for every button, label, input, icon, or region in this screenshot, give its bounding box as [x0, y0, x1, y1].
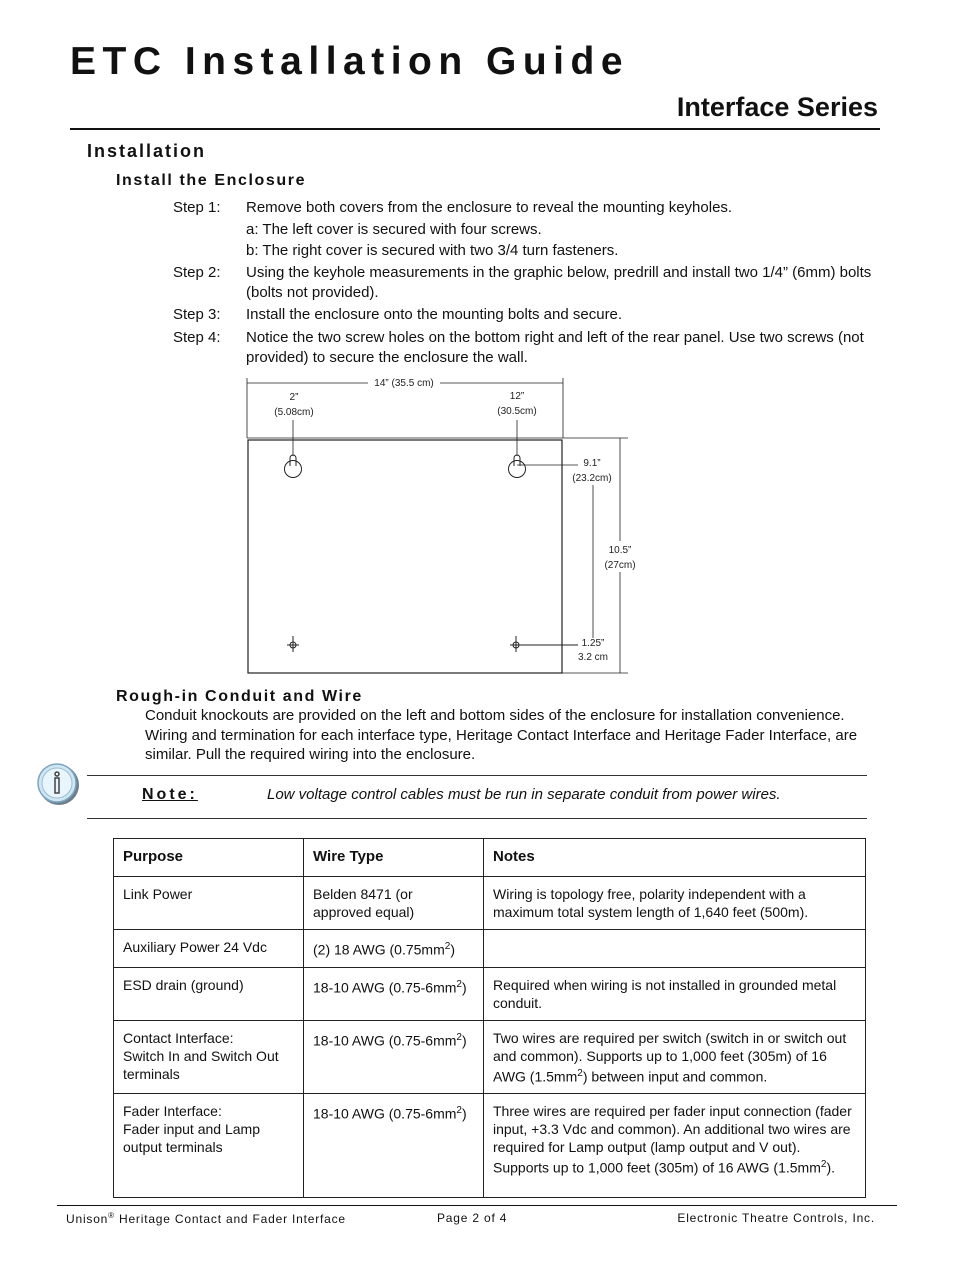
footer-divider — [57, 1205, 897, 1206]
wire-type-close: ) — [461, 979, 467, 996]
table-row — [114, 930, 866, 968]
wire-type-close: ) — [450, 941, 455, 958]
wire-type-cell — [304, 1020, 484, 1094]
superscript: 2 — [444, 941, 451, 952]
wire-spec-table — [113, 838, 866, 1198]
note-label: Note: — [142, 786, 198, 803]
bottom-offset-label: 1.25” — [581, 638, 605, 649]
right-keyhole — [509, 455, 526, 478]
table-header-row — [114, 839, 866, 877]
header-notes: Notes — [484, 839, 866, 877]
left-keyhole — [285, 455, 302, 478]
step-2-label: Step 2: — [173, 264, 221, 281]
notes-cell: Wiring is topology free, polarity independent with a maximum total system length of 1,640 feet (500m). — [484, 877, 866, 930]
step-4-text: Notice the two screw holes on the bottom right and left of the rear panel. Use two screws (not provided) to secure the enclosure the wall. — [246, 329, 864, 366]
conduit-heading: Rough-in Conduit and Wire — [116, 688, 363, 705]
document-title: ETC Installation Guide — [70, 40, 630, 83]
notes-cell: Required when wiring is not installed in grounded metal conduit. — [484, 967, 866, 1020]
purpose-line-1: Fader Interface: — [123, 1103, 222, 1120]
keyhole-height-cm-label: (23.2cm) — [572, 473, 612, 484]
superscript: 2 — [577, 1067, 583, 1079]
wire-type-close: ) — [461, 1105, 467, 1122]
substep-a: a: The left cover is secured with four screws. — [246, 221, 542, 238]
step-1-text: Remove both covers from the enclosure to reveal the mounting keyholes. — [246, 199, 733, 216]
purpose-cell: Auxiliary Power 24 Vdc — [114, 930, 304, 968]
step-3-text: Install the enclosure onto the mounting bolts and secure. — [246, 306, 623, 323]
wire-type-cell — [304, 1094, 484, 1198]
notes-text: Two wires are required per switch (switch in or switch out and common). Supports up to 1,000 feet (305m) of 16 AWG (1.5mm — [493, 1029, 847, 1085]
step-3-label: Step 3: — [173, 306, 221, 323]
wire-type-cell — [304, 930, 484, 968]
header-wire-type: Wire Type — [304, 839, 484, 877]
footer-product — [66, 1211, 346, 1226]
wire-type-text: 18-10 AWG (0.75-6mm — [313, 1105, 457, 1122]
purpose-cell — [114, 1020, 304, 1094]
wire-type-text: (2) 18 AWG (0.75mm — [313, 941, 445, 958]
step-1-label: Step 1: — [173, 199, 221, 216]
width-label: 14” (35.5 cm) — [374, 378, 434, 389]
notes-cell — [484, 1094, 866, 1198]
purpose-line-2: Switch In and Switch Out terminals — [123, 1047, 279, 1082]
table-row — [114, 1020, 866, 1094]
wire-type-text: 18-10 AWG (0.75-6mm — [313, 979, 457, 996]
note-divider-top — [87, 775, 867, 776]
right-screw-hole — [510, 636, 578, 652]
wire-type-text: 18-10 AWG (0.75-6mm — [313, 1032, 457, 1049]
superscript: 2 — [456, 1105, 462, 1117]
substep-b: b: The right cover is secured with two 3/4 turn fasteners. — [246, 242, 619, 259]
table-row — [114, 1094, 866, 1198]
total-height-label: 10.5” — [608, 545, 632, 556]
conduit-text: Conduit knockouts are provided on the left and bottom sides of the enclosure for installation convenience. Wiring and termination for each interface type, Heritage Contact Interface and Heritage Fader Interface, are similar. Pull the required wiring into the enclosure. — [145, 707, 858, 763]
purpose-cell: Link Power — [114, 877, 304, 930]
superscript: 2 — [456, 1031, 462, 1043]
notes-text-end: ) between input and common. — [582, 1068, 768, 1085]
right-offset-cm-label: (30.5cm) — [497, 406, 537, 417]
notes-text-end: ). — [826, 1159, 835, 1176]
total-height-cm-label: (27cm) — [604, 560, 636, 571]
header-purpose: Purpose — [114, 839, 304, 877]
right-offset-label: 12” — [509, 391, 525, 402]
keyhole-height-label: 9.1” — [583, 458, 601, 469]
footer-product-name: Unison — [66, 1212, 109, 1226]
step-4-label: Step 4: — [173, 329, 221, 346]
enclosure-outline — [248, 440, 562, 673]
note-text: Low voltage control cables must be run in separate conduit from power wires. — [267, 786, 781, 803]
registered-mark: ® — [108, 1211, 115, 1220]
table-row — [114, 967, 866, 1020]
enclosure-heading: Install the Enclosure — [116, 172, 307, 189]
footer-page-number: Page 2 of 4 — [437, 1211, 508, 1225]
left-offset-label: 2” — [289, 392, 299, 403]
left-offset-cm-label: (5.08cm) — [274, 407, 314, 418]
notes-cell — [484, 930, 866, 968]
footer-company: Electronic Theatre Controls, Inc. — [677, 1211, 875, 1225]
note-divider-bottom — [87, 818, 867, 819]
superscript: 2 — [456, 978, 462, 990]
wire-type-cell: Belden 8471 (or approved equal) — [304, 877, 484, 930]
bottom-offset-cm-label: 3.2 cm — [577, 652, 609, 663]
enclosure-mounting-diagram — [240, 372, 640, 682]
notes-cell — [484, 1020, 866, 1094]
purpose-line-2: Fader input and Lamp output terminals — [123, 1121, 260, 1156]
wire-type-close: ) — [461, 1032, 467, 1049]
title-divider — [70, 128, 880, 130]
table-row — [114, 877, 866, 930]
series-title: Interface Series — [676, 92, 878, 122]
superscript: 2 — [820, 1159, 827, 1171]
notes-text: Three wires are required per fader input connection (fader input, +3.3 Vdc and common). An additional two wires are required for Lamp output (lamp output and V out). Supports up to 1,000 feet (305m) of 16 AWG (1.5mm — [493, 1103, 852, 1176]
step-2-text: Using the keyhole measurements in the graphic below, predrill and install two 1/4” (6mm) bolts (bolts not provided). — [246, 264, 872, 301]
purpose-cell: ESD drain (ground) — [114, 967, 304, 1020]
wire-type-cell — [304, 967, 484, 1020]
info-icon — [36, 761, 84, 809]
purpose-cell — [114, 1094, 304, 1198]
footer-product-rest: Heritage Contact and Fader Interface — [114, 1212, 346, 1226]
purpose-line-1: Contact Interface: — [123, 1029, 234, 1046]
installation-heading: Installation — [87, 141, 207, 161]
left-screw-hole — [287, 636, 299, 652]
